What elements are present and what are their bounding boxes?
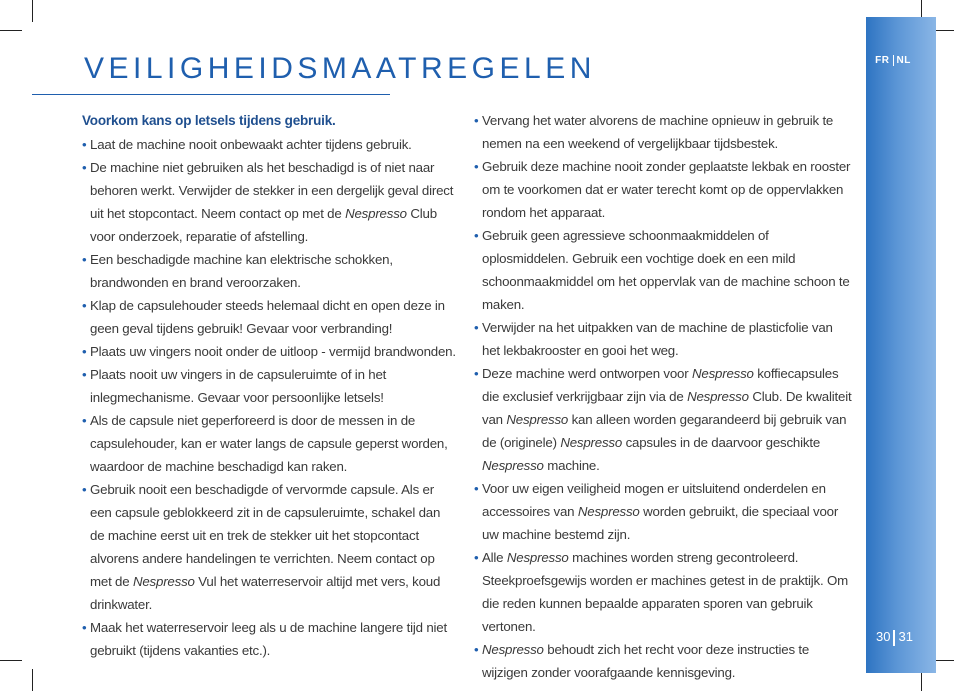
- item-text: Club voor onderzoek, reparatie of afstelling.: [90, 206, 437, 244]
- brand-name: Nespresso: [560, 435, 623, 450]
- crop-mark: [0, 660, 22, 661]
- side-tab: [866, 17, 936, 673]
- list-item: [474, 109, 852, 155]
- item-text: machines worden streng gecontroleerd. Steekproefsgewijs worden er machines getest in de praktijk. Om die reden kunnen bepaalde apparaten sporen van gebruik vertonen.: [482, 550, 848, 634]
- section-subheading: Voorkom kans op letsels tijdens gebruik.: [82, 113, 336, 128]
- item-text: worden gebruikt, die speciaal voor uw machine bestemd zijn.: [482, 504, 839, 542]
- list-item: [82, 248, 457, 294]
- brand-name: Nespresso: [345, 206, 407, 221]
- list-item: [82, 409, 457, 478]
- left-bullet-list: [82, 133, 457, 662]
- crop-mark: [32, 0, 33, 22]
- list-item: [82, 616, 457, 662]
- crop-mark: [32, 669, 33, 691]
- list-item: [82, 156, 457, 248]
- crop-mark: [0, 30, 22, 31]
- brand-name: Nespresso: [691, 366, 754, 381]
- item-text: Verwijder na het uitpakken van de machine de plasticfolie van het lekbakrooster en gooi het weg.: [482, 320, 833, 358]
- list-item: [82, 294, 457, 340]
- list-item: [474, 477, 852, 546]
- brand-name: Nespresso: [482, 458, 544, 473]
- item-text: Klap de capsulehouder steeds helemaal dicht en open deze in geen geval tijdens gebruik! Gevaar voor verbranding!: [90, 298, 445, 336]
- item-text: Gebruik geen agressieve schoonmaakmiddelen of oplosmiddelen. Gebruik een vochtige doek en een mild schoonmaakmiddel om het oppervlak van de machine schoon te maken.: [482, 228, 850, 312]
- item-text: machine.: [543, 458, 600, 473]
- item-text: Laat de machine nooit onbewaakt achter tijdens gebruik.: [90, 137, 412, 152]
- list-item: [474, 638, 852, 684]
- lang-separator: [893, 55, 894, 66]
- list-item: [474, 316, 852, 362]
- item-text: Vul het waterreservoir altijd met vers, koud drinkwater.: [90, 574, 441, 612]
- left-column: [82, 109, 457, 662]
- item-text: Plaats nooit uw vingers in de capsuleruimte of in het inlegmechanisme. Gevaar voor persoonlijke letsels!: [90, 367, 387, 405]
- brand-name: Nespresso: [482, 642, 544, 657]
- brand-name: Nespresso: [687, 389, 749, 404]
- item-text: Plaats uw vingers nooit onder de uitloop - vermijd brandwonden.: [90, 344, 456, 359]
- item-text: Deze machine werd ontworpen voor: [482, 366, 692, 381]
- list-item: [474, 362, 852, 477]
- item-text: kan alleen worden gegarandeerd bij gebruik van de (originele): [482, 412, 847, 450]
- item-text: De machine niet gebruiken als het beschadigd is of niet naar behoren werkt. Verwijder de stekker in een dergelijk geval direct uit het stopcontact. Neem contact op met de: [90, 160, 454, 221]
- list-item: [474, 546, 852, 638]
- page-number-separator: [893, 630, 895, 646]
- item-text: Als de capsule niet geperforeerd is door de messen in de capsulehouder, kan er water langs de capsule geperst worden, waardoor de machine beschadigd kan raken.: [90, 413, 448, 474]
- item-text: capsules in de daarvoor geschikte: [622, 435, 821, 450]
- item-text: Voor uw eigen veiligheid mogen er uitsluitend onderdelen en accessoires van: [482, 481, 826, 519]
- list-item: [474, 224, 852, 316]
- title-underline: [32, 94, 390, 95]
- item-text: Een beschadigde machine kan elektrische schokken, brandwonden en brand veroorzaken.: [90, 252, 393, 290]
- list-item: [82, 363, 457, 409]
- item-text: Gebruik nooit een beschadigde of vervormde capsule. Als er een capsule geblokkeerd zit in de capsuleruimte, schakel dan de machine eerst uit en trek de stekker uit het stopcontact alvorens andere handelingen te verrichten. Neem contact op met de: [90, 482, 441, 589]
- item-text: Alle: [482, 550, 507, 565]
- right-bullet-list: [474, 109, 852, 684]
- page-title: VEILIGHEIDSMAATREGELEN: [84, 52, 596, 85]
- page-numbers: [876, 629, 913, 646]
- brand-name: Nespresso: [132, 574, 195, 589]
- language-indicator: [866, 55, 920, 66]
- brand-name: Nespresso: [506, 412, 569, 427]
- list-item: [82, 340, 457, 363]
- item-text: behoudt zich het recht voor deze instructies te wijzigen zonder voorafgaande kennisgeving.: [482, 642, 810, 680]
- brand-name: Nespresso: [577, 504, 640, 519]
- lang-nl: NL: [896, 55, 911, 67]
- page-number-left: 30: [876, 629, 891, 644]
- item-text: Gebruik deze machine nooit zonder geplaatste lekbak en rooster om te voorkomen dat er water terecht komt op de oppervlakken rondom het apparaat.: [482, 159, 851, 220]
- list-item: [82, 133, 457, 156]
- item-text: Club. De kwaliteit van: [482, 389, 852, 427]
- list-item: [474, 155, 852, 224]
- right-column: [474, 109, 852, 684]
- item-text: Maak het waterreservoir leeg als u de machine langere tijd niet gebruikt (tijdens vakanties etc.).: [90, 620, 447, 658]
- lang-fr: FR: [875, 55, 890, 67]
- item-text: koffiecapsules die exclusief verkrijgbaar zijn via de: [482, 366, 839, 404]
- item-text: Vervang het water alvorens de machine opnieuw in gebruik te nemen na een weekend of vergelijkbaar tijdsbestek.: [482, 113, 834, 151]
- brand-name: Nespresso: [506, 550, 569, 565]
- list-item: [82, 478, 457, 616]
- page-number-right: 31: [898, 629, 913, 644]
